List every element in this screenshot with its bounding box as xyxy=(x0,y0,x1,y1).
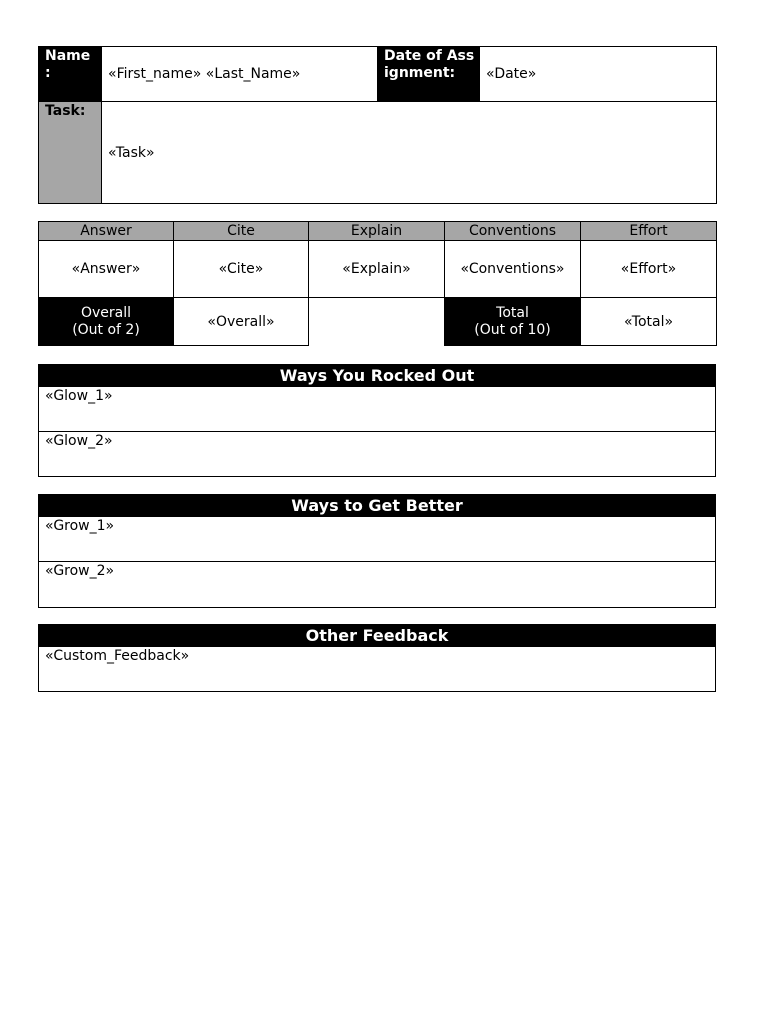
student-name-field[interactable]: «First_name» «Last_Name» xyxy=(102,47,378,102)
column-header-cite: Cite xyxy=(174,222,309,241)
overall-label-line2: (Out of 2) xyxy=(72,321,140,338)
task-field[interactable]: «Task» xyxy=(102,102,717,204)
column-header-effort: Effort xyxy=(581,222,717,241)
overall-label-line1: Overall xyxy=(80,304,132,321)
overall-score-field[interactable]: «Overall» xyxy=(174,298,309,346)
glow-section xyxy=(38,364,716,477)
custom-feedback-field[interactable]: «Custom_Feedback» xyxy=(39,647,716,692)
column-header-answer: Answer xyxy=(39,222,174,241)
grow-section-title: Ways to Get Better xyxy=(39,495,716,517)
answer-score-field[interactable]: «Answer» xyxy=(39,241,174,298)
date-field[interactable]: «Date» xyxy=(480,47,717,102)
effort-score-field[interactable]: «Effort» xyxy=(581,241,717,298)
explain-score-field[interactable]: «Explain» xyxy=(309,241,445,298)
glow-2-field[interactable]: «Glow_2» xyxy=(39,432,716,477)
grow-2-field[interactable]: «Grow_2» xyxy=(39,562,716,608)
empty-cell xyxy=(309,298,445,346)
column-header-explain: Explain xyxy=(309,222,445,241)
column-header-conventions: Conventions xyxy=(445,222,581,241)
task-label: Task: xyxy=(39,102,102,204)
total-label-line2: (Out of 10) xyxy=(474,321,551,338)
grow-section xyxy=(38,494,716,608)
overall-label xyxy=(39,298,174,346)
student-info-table xyxy=(38,46,717,204)
score-table xyxy=(38,221,717,346)
name-label: Name : xyxy=(39,47,102,102)
conventions-score-field[interactable]: «Conventions» xyxy=(445,241,581,298)
date-label: Date of Assignment: xyxy=(378,47,480,102)
total-label-line1: Total xyxy=(496,304,529,321)
cite-score-field[interactable]: «Cite» xyxy=(174,241,309,298)
other-feedback-section xyxy=(38,624,716,692)
total-score-field[interactable]: «Total» xyxy=(581,298,717,346)
glow-section-title: Ways You Rocked Out xyxy=(39,365,716,387)
total-label xyxy=(445,298,581,346)
other-feedback-title: Other Feedback xyxy=(39,625,716,647)
glow-1-field[interactable]: «Glow_1» xyxy=(39,387,716,432)
grow-1-field[interactable]: «Grow_1» xyxy=(39,517,716,562)
